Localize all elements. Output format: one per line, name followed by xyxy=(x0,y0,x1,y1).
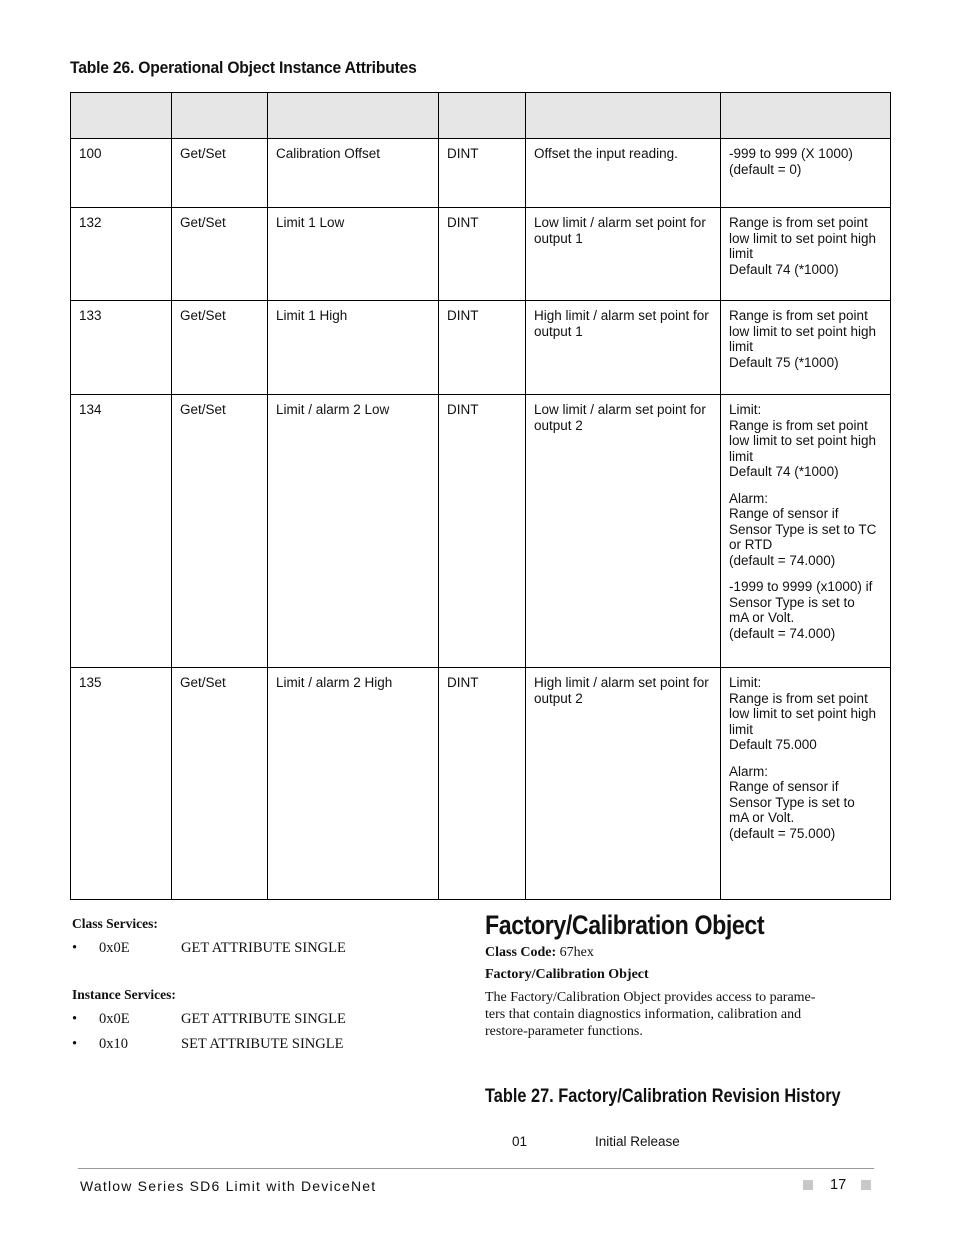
range-line: low limit to set point high xyxy=(729,433,877,448)
cell-access: Get/Set xyxy=(172,395,268,668)
factory-description xyxy=(485,989,875,1040)
class-service-item xyxy=(72,940,452,957)
range-line: limit xyxy=(729,448,753,464)
header-cell xyxy=(268,93,439,139)
header-cell xyxy=(721,93,891,139)
cell-range xyxy=(721,208,891,301)
class-code xyxy=(485,945,875,961)
range-line: Range is from set point xyxy=(729,308,868,323)
page-number: 17 xyxy=(830,1177,847,1193)
cell-id: 100 xyxy=(71,139,172,208)
range-paragraph xyxy=(729,579,882,641)
range-line: -999 to 999 (X 1000) xyxy=(729,146,853,161)
footer-rule xyxy=(78,1168,874,1169)
cell-name: Limit / alarm 2 Low xyxy=(268,395,439,668)
service-name: SET ATTRIBUTE SINGLE xyxy=(181,1036,344,1052)
range-line: low limit to set point high xyxy=(729,230,877,246)
range-paragraph xyxy=(729,146,882,177)
range-paragraph xyxy=(729,764,882,842)
description-line: ters that contain diagnostics information, calibration and xyxy=(485,1007,802,1022)
instance-services-heading: Instance Services: xyxy=(72,987,176,1002)
cell-range xyxy=(721,395,891,668)
cell-type: DINT xyxy=(439,208,526,301)
factory-title: Factory/Calibration Object xyxy=(485,910,765,940)
revision-description: Initial Release xyxy=(595,1134,680,1149)
page-number-block xyxy=(803,1177,871,1193)
table-27-title: Table 27. Factory/Calibration Revision History xyxy=(485,1086,841,1107)
range-line: Default 74 (*1000) xyxy=(729,261,839,277)
bullet: • xyxy=(72,1036,78,1052)
range-line: Limit: xyxy=(729,402,762,417)
table-row xyxy=(71,301,891,395)
cell-range xyxy=(721,668,891,900)
cell-range xyxy=(721,301,891,395)
revision-number: 01 xyxy=(512,1134,528,1149)
range-line: -1999 to 9999 (x1000) if xyxy=(729,579,873,594)
cell-name: Calibration Offset xyxy=(268,139,439,208)
bullet: • xyxy=(72,1011,78,1027)
description-line: The Factory/Calibration Object provides access to parame- xyxy=(485,990,816,1005)
range-paragraph xyxy=(729,491,882,569)
cell-type: DINT xyxy=(439,668,526,900)
cell-id: 133 xyxy=(71,301,172,395)
service-code: 0x0E xyxy=(99,1011,130,1027)
cell-description: Offset the input reading. xyxy=(526,139,721,208)
footer-text: Watlow Series SD6 Limit with DeviceNet xyxy=(80,1178,377,1194)
factory-subtitle: Factory/Calibration Object xyxy=(485,967,649,982)
range-line: (default = 74.000) xyxy=(729,552,836,568)
square-marker-icon xyxy=(861,1180,871,1190)
range-line: limit xyxy=(729,721,753,737)
range-line: (default = 0) xyxy=(729,161,802,177)
service-name: GET ATTRIBUTE SINGLE xyxy=(181,940,346,956)
range-line: Default 74 (*1000) xyxy=(729,464,839,479)
range-line: or RTD xyxy=(729,537,773,552)
table-row xyxy=(71,668,891,900)
range-line: Sensor Type is set to xyxy=(729,594,855,610)
table-26-title: Table 26. Operational Object Instance Attributes xyxy=(70,58,417,77)
range-line: Range is from set point xyxy=(729,690,868,706)
table-row xyxy=(71,395,891,668)
service-code: 0x0E xyxy=(99,940,130,956)
range-line: limit xyxy=(729,246,753,261)
range-paragraph xyxy=(729,308,882,370)
range-line: (default = 75.000) xyxy=(729,825,836,841)
header-cell xyxy=(71,93,172,139)
cell-range xyxy=(721,139,891,208)
range-line: Range of sensor if xyxy=(729,506,839,521)
range-line: low limit to set point high xyxy=(729,323,877,339)
table-row xyxy=(71,139,891,208)
cell-id: 134 xyxy=(71,395,172,668)
bullet: • xyxy=(72,940,78,956)
instance-service-item xyxy=(72,1011,452,1028)
cell-access: Get/Set xyxy=(172,301,268,395)
cell-access: Get/Set xyxy=(172,139,268,208)
class-code-label: Class Code: xyxy=(485,945,557,960)
service-name: GET ATTRIBUTE SINGLE xyxy=(181,1011,346,1027)
range-line: Default 75.000 xyxy=(729,737,817,752)
instance-service-item xyxy=(72,1036,452,1053)
cell-id: 135 xyxy=(71,668,172,900)
range-line: Range is from set point xyxy=(729,417,868,433)
header-cell xyxy=(526,93,721,139)
description-line: restore-parameter functions. xyxy=(485,1024,643,1039)
header-cell xyxy=(172,93,268,139)
range-line: Default 75 (*1000) xyxy=(729,354,839,370)
range-line: Sensor Type is set to xyxy=(729,794,855,810)
cell-access: Get/Set xyxy=(172,208,268,301)
range-line: Alarm: xyxy=(729,763,769,779)
service-code: 0x10 xyxy=(99,1036,128,1052)
cell-type: DINT xyxy=(439,301,526,395)
range-line: mA or Volt. xyxy=(729,810,795,825)
cell-type: DINT xyxy=(439,395,526,668)
range-line: mA or Volt. xyxy=(729,610,795,625)
services-section xyxy=(72,916,452,1061)
operational-attributes-table xyxy=(70,92,891,900)
range-line: Limit: xyxy=(729,675,762,690)
cell-description: High limit / alarm set point for output 1 xyxy=(526,301,721,395)
cell-access: Get/Set xyxy=(172,668,268,900)
cell-description: High limit / alarm set point for output 2 xyxy=(526,668,721,900)
table-row xyxy=(71,208,891,301)
table-header-row xyxy=(71,93,891,139)
range-line: low limit to set point high xyxy=(729,706,877,721)
cell-name: Limit / alarm 2 High xyxy=(268,668,439,900)
range-line: Range is from set point xyxy=(729,215,868,230)
cell-description: Low limit / alarm set point for output 2 xyxy=(526,395,721,668)
cell-description: Low limit / alarm set point for output 1 xyxy=(526,208,721,301)
range-line: Alarm: xyxy=(729,490,769,506)
header-cell xyxy=(439,93,526,139)
class-code-value: 67hex xyxy=(556,945,594,960)
cell-name: Limit 1 Low xyxy=(268,208,439,301)
range-line: Range of sensor if xyxy=(729,779,839,794)
range-line: limit xyxy=(729,339,753,354)
class-services-heading: Class Services: xyxy=(72,916,158,931)
range-line: Sensor Type is set to TC xyxy=(729,521,877,537)
range-paragraph xyxy=(729,675,882,753)
cell-id: 132 xyxy=(71,208,172,301)
range-paragraph xyxy=(729,215,882,277)
range-paragraph xyxy=(729,402,882,480)
factory-section xyxy=(485,910,875,1040)
square-marker-icon xyxy=(803,1180,813,1190)
range-line: (default = 74.000) xyxy=(729,625,836,641)
cell-type: DINT xyxy=(439,139,526,208)
cell-name: Limit 1 High xyxy=(268,301,439,395)
